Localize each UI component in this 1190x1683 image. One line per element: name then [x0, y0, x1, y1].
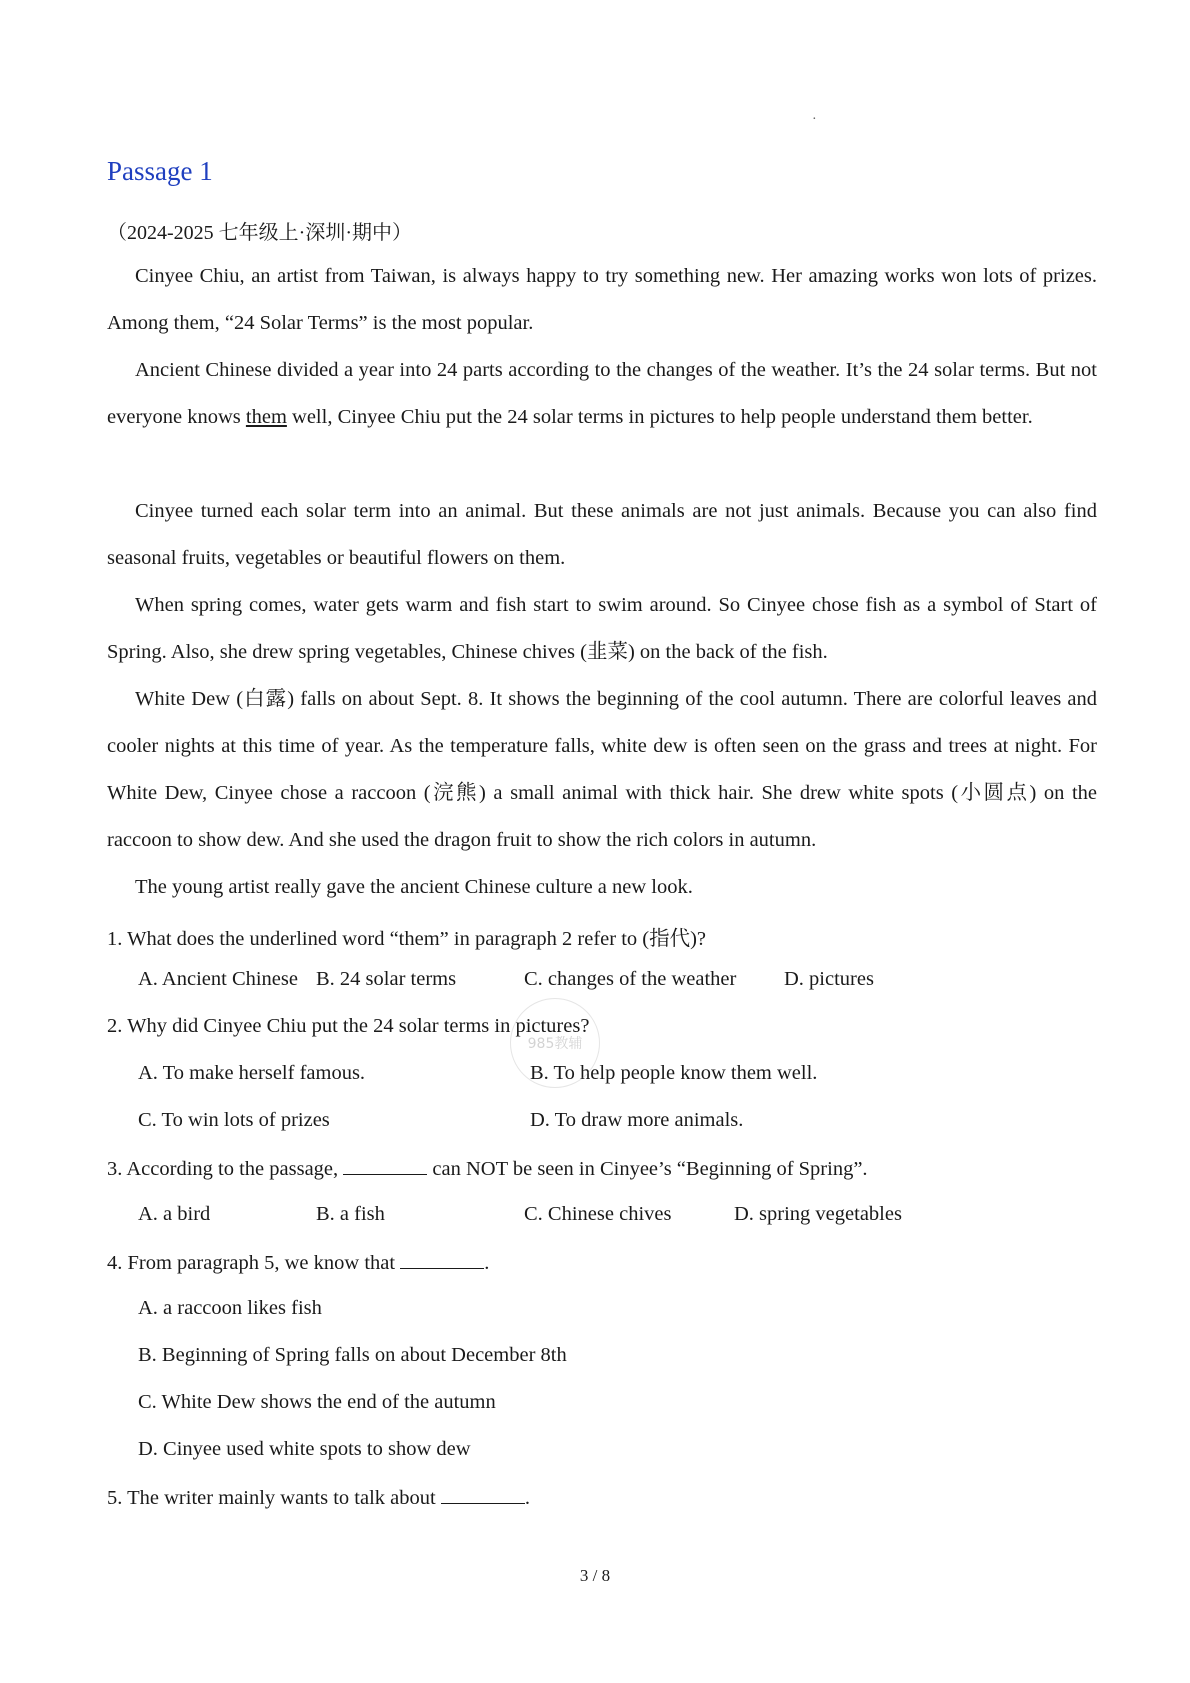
question-4-option-d: D. Cinyee used white spots to show dew	[138, 1438, 471, 1460]
question-2-stem: 2. Why did Cinyee Chiu put the 24 solar terms in pictures?	[107, 1015, 590, 1037]
question-3-option-b: B. a fish	[316, 1203, 385, 1225]
watermark-seal: 985教辅	[510, 998, 600, 1088]
page-number: 3 / 8	[579, 1566, 611, 1585]
question-1-stem: 1. What does the underlined word “them” in paragraph 2 refer to (指代)?	[107, 928, 707, 950]
underlined-word-them: them	[245, 406, 287, 428]
question-5-stem-after: .	[524, 1487, 530, 1509]
question-4-stem-before: 4. From paragraph 5, we know that	[107, 1252, 401, 1274]
paragraph-1: Cinyee Chiu, an artist from Taiwan, is always happy to try something new. Her amazing works won lots of prizes. Among them, “24 Solar Terms” is the most popular.	[107, 265, 1097, 334]
answer-blank	[343, 1156, 427, 1175]
question-3-option-a: A. a bird	[138, 1203, 211, 1225]
header-mark: ·	[812, 112, 817, 127]
question-2-option-b: B. To help people know them well.	[530, 1062, 818, 1084]
question-1-option-c: C. changes of the weather	[524, 968, 737, 990]
answer-blank	[441, 1485, 525, 1504]
paragraph-6: The young artist really gave the ancient Chinese culture a new look.	[135, 876, 693, 898]
question-4-stem	[107, 1250, 489, 1275]
question-5-stem	[107, 1485, 530, 1510]
question-1-option-d: D. pictures	[784, 968, 874, 990]
answer-blank	[400, 1250, 484, 1269]
question-1-option-b: B. 24 solar terms	[316, 968, 457, 990]
question-3-option-d: D. spring vegetables	[734, 1203, 902, 1225]
question-2-option-c: C. To win lots of prizes	[138, 1109, 330, 1131]
question-3-option-c: C. Chinese chives	[524, 1203, 672, 1225]
question-4-stem-after: .	[484, 1252, 490, 1274]
question-4-option-b: B. Beginning of Spring falls on about December 8th	[138, 1344, 567, 1366]
question-2-option-a: A. To make herself famous.	[138, 1062, 366, 1084]
question-4-option-c: C. White Dew shows the end of the autumn	[138, 1391, 496, 1413]
paragraph-3: Cinyee turned each solar term into an animal. But these animals are not just animals. Because you can also find seasonal fruits, vegetables or beautiful flowers on them.	[107, 500, 1097, 569]
source-note: （2024-2025 七年级上·深圳·期中）	[107, 222, 412, 244]
question-3-stem	[107, 1156, 868, 1181]
paragraph-5: White Dew (白露) falls on about Sept. 8. It shows the beginning of the cool autumn. There are colorful leaves and cooler nights at this time of year. As the temperature falls, white dew is often seen on the grass and trees at night. For White Dew, Cinyee chose a raccoon (浣熊) a small animal with thick hair. She drew white spots (小圆点) on the raccoon to show dew. And she used the dragon fruit to show the rich colors in autumn.	[107, 688, 1097, 851]
question-3-stem-after: can NOT be seen in Cinyee’s “Beginning of Spring”.	[427, 1158, 868, 1180]
question-4-option-a: A. a raccoon likes fish	[138, 1297, 322, 1319]
paragraph-2	[107, 347, 1097, 441]
paragraph-4: When spring comes, water gets warm and fish start to swim around. So Cinyee chose fish as a symbol of Start of Spring. Also, she drew spring vegetables, Chinese chives (韭菜) on the back of the fish.	[107, 594, 1097, 663]
paragraph-2-text-before: Ancient Chinese divided a year into 24 parts according to the changes of the weather. It’s the 24 solar terms. But not everyone knows	[107, 359, 1097, 428]
question-1-option-a: A. Ancient Chinese	[138, 968, 298, 990]
passage-title: Passage 1	[107, 156, 213, 186]
paragraph-2-text-after: well, Cinyee Chiu put the 24 solar terms in pictures to help people understand them better.	[286, 406, 1033, 428]
question-2-option-d: D. To draw more animals.	[530, 1109, 744, 1131]
question-3-stem-before: 3. According to the passage,	[107, 1158, 344, 1180]
question-5-stem-before: 5. The writer mainly wants to talk about	[107, 1487, 441, 1509]
